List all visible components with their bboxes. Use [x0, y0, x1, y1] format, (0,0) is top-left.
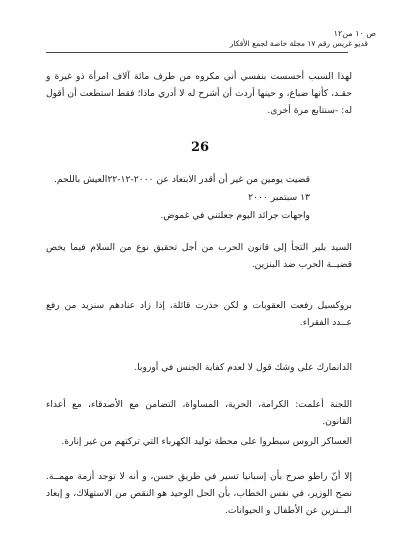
- intro-paragraph: لهذا السبب أحسست بنفسي أني مكروه من طرف مائة آلاف امرأة ذو غيرة و حقـد، كأنها ضباع، و حينها أردت أن أشرح له لا أدري ماذا؛ فقط استطعت أن أقول له: -سنتابع مرة أخرى.: [46, 71, 352, 116]
- diary-entry: [53, 171, 310, 225]
- diary-line-1: قضيت يومين من غير أن أقدر الابتعاد عن ٢٠٠٠-١٢-٢٢العيش باللحم.: [53, 174, 310, 185]
- paragraph-committee: اللجنة أعلمت: الكرامة، الحرية، المساواة، التضامن مع الأصدقاء، مع أعداء القانون.: [46, 399, 352, 427]
- paragraph-brussels: بروكسيل رفعت العقوبات و لكن حذرت قائلة، إذا زاد عنادهم سنزيد من رفع عــدد الفقراء.: [46, 300, 352, 328]
- page-number: ص ١٠ من١٢: [333, 29, 376, 38]
- paragraph-soldiers: العساكر الروس سيطروا على محطة توليد الكهرباء التي تركتهم من غير إنارة.: [61, 436, 352, 447]
- running-title: قديو غريس رقم ١٧ مجلة خاصة لجمع الأفكار: [229, 39, 368, 48]
- section-number: 26: [190, 140, 210, 155]
- diary-line-3: واجهات جرائد اليوم جعلتني في غموض.: [160, 210, 310, 221]
- paragraph-minister: إلا أنّ راطو صرح بأن إسبانيا تسير في طريق حسن، و أنه لا توجد أزمة مهمــة. نصح الوزير، في نفس الخطاب، بأن الحل الوحيد هو النقص من الاستهلاك، و إبعاد البــنزين عن الأطفال و الحيوانات.: [46, 471, 352, 516]
- header-divider: [46, 52, 348, 53]
- diary-date: ١٣ سبتمبر ٢٠٠٠: [248, 192, 310, 203]
- paragraph-blair: السيد بلير التجأ إلى قانون الحرب من أجل تحقيق نوع من السلام فيما يخص قضيــة الحرب ضد البنزين.: [46, 242, 352, 270]
- paragraph-denmark: الدانمارك على وشك قول لا لعدم كفاية الجنس في أوروبا.: [134, 362, 352, 373]
